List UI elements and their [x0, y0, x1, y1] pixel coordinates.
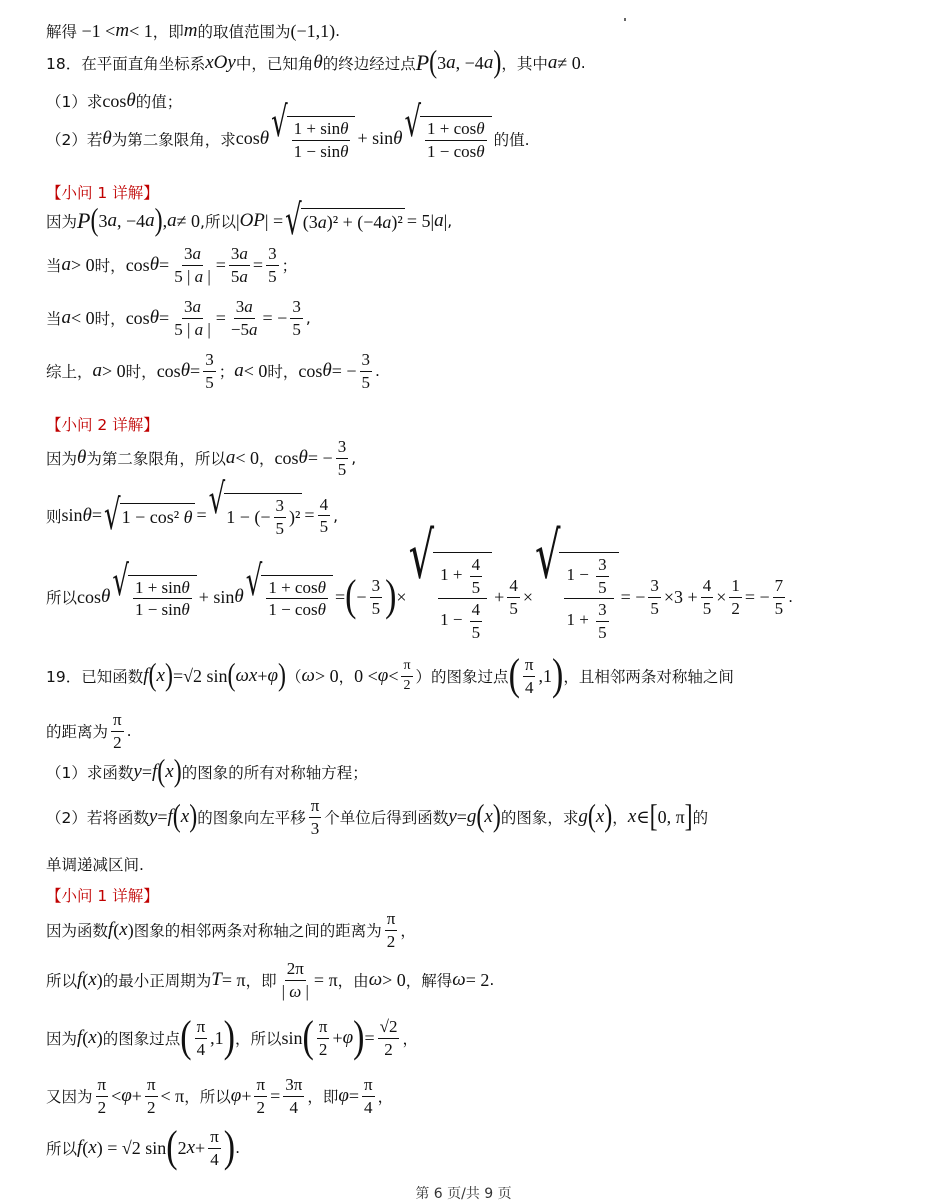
problem-19-statement-cont: 的距离为 $\frac{\pi}{2}$ .: [46, 710, 132, 752]
solution-18-2-line-3: 所以 cos θ √ $\frac{1 + \sin\theta}{1 - \sin\theta}$ + sin θ √ $\frac{1 + \cos\theta}{1 - \cos\theta}$ = ( − $\frac{3}{5}$ ) × √ 1 + $\frac{4}{5}$ 1 − $\frac{4}{5}$ + $\frac{4}{5}$ × √ 1 − $\frac{3}{5}$ 1 + $\frac{3}{5}$ = − $\frac{3}{5}$ ×3 + $\frac{4}{5}$ × $\frac{1}{2}$ = − $\frac{7}{5}$ .: [46, 520, 794, 642]
solution-19-1-line-2: 所以 f ( x ) 的最小正周期为 T = π ，即 $\frac{2\pi}{| \omega |}$ = π ，由 ω > 0 ，解得 ω = 2 .: [46, 959, 495, 1001]
problem-19-part-2: （2）若将函数 y = f ( x ) 的图象向左平移 $\frac{\pi}{3}$ 个单位后得到函数 y = g ( x ) 的图象，求 g ( x ) ， x ∈ [ 0, π ] 的: [46, 796, 709, 838]
problem-19-statement: 19．已知函数 f ( x ) = √2 sin ( ωx + φ ) （ ω > 0 ， 0 < φ < $\frac{\pi}{2}$ ）的图象过点 ( $\frac{\pi}{4}$ ,1 ) ，且相邻两条对称轴之间: [46, 651, 734, 700]
solution-19-1-line-4: 又因为 $\frac{\pi}{2}$ < φ + $\frac{\pi}{2}$ < π ，所以 φ + $\frac{\pi}{2}$ = $\frac{3\pi}{4}$ ，即 φ = $\frac{\pi}{4}$ ，: [46, 1075, 394, 1117]
solution-18-1-heading: 【小问 1 详解】: [46, 184, 159, 202]
solution-18-2-heading: 【小问 2 详解】: [46, 416, 159, 434]
solution-18-1-line-3: 当 a < 0 时， cos θ = $\frac{3a}{5 | a |}$ = $\frac{3a}{-5a}$ = − $\frac{3}{5}$ ,: [46, 297, 311, 339]
solution-19-1-line-3: 因为 f ( x ) 的图象过点 ( $\frac{\pi}{4}$ ,1 ) ，所以 sin ( $\frac{\pi}{2}$ + φ ) = $\frac{√2}{2}$ ，: [46, 1013, 418, 1062]
solution-19-1-heading: 【小问 1 详解】: [46, 887, 159, 905]
problem-19-part-1: （1）求函数 y = f ( x ) 的图象的所有对称轴方程；: [46, 755, 368, 789]
solution-18-1-line-2: 当 a > 0 时， cos θ = $\frac{3a}{5 | a |}$ = $\frac{3a}{5a}$ = $\frac{3}{5}$ ；: [46, 244, 298, 286]
problem-18-part-1: （1）求 cos θ 的值；: [46, 90, 183, 111]
solution-19-1-line-1: 因为函数 f ( x ) 图象的相邻两条对称轴之间的距离为 $\frac{\pi}{2}$ ，: [46, 909, 416, 951]
problem-19-part-2-cont: 单调递减区间.: [46, 856, 144, 874]
problem-18-statement: 18．在平面直角坐标系 xOy 中，已知角 θ 的终边经过点 P ( 3 a , −4 a ) ，其中 a ≠ 0 .: [46, 46, 586, 80]
scan-speck: [624, 18, 626, 21]
solution-19-1-line-5: 所以 f ( x ) = √2 sin ( 2 x + $\frac{\pi}{4}$ ) .: [46, 1123, 241, 1172]
page-footer: 第 6 页/共 9 页: [415, 1186, 512, 1202]
text-line-0: 解得 −1 < m < 1 ，即 m 的取值范围为 (−1,1) .: [46, 20, 341, 41]
solution-18-2-line-2: 则 sin θ = √ 1 − cos² θ = √ 1 − (− $\frac{3}{5}$ )² = $\frac{4}{5}$ ,: [46, 476, 339, 540]
solution-18-2-line-1: 因为 θ 为第二象限角，所以 a < 0 ， cos θ = − $\frac{3}{5}$ ,: [46, 437, 357, 479]
solution-18-1-line-4: 综上， a > 0 时， cos θ = $\frac{3}{5}$ ； a < 0 时， cos θ = − $\frac{3}{5}$ .: [46, 350, 380, 392]
solution-18-1-line-1: 因为 P ( 3 a , −4 a ) , a ≠ 0 ,所以 | OP | = √ (3a)² + (−4a)² = 5| a | ,: [46, 197, 453, 245]
problem-18-part-2: （2）若 θ 为第二象限角，求 cos θ √ $\frac{1 + \sin\theta}{1 - \sin\theta}$ + sin θ √ $\frac{1 + \cos\theta}{1 - \cos\theta}$ 的值.: [46, 99, 530, 161]
